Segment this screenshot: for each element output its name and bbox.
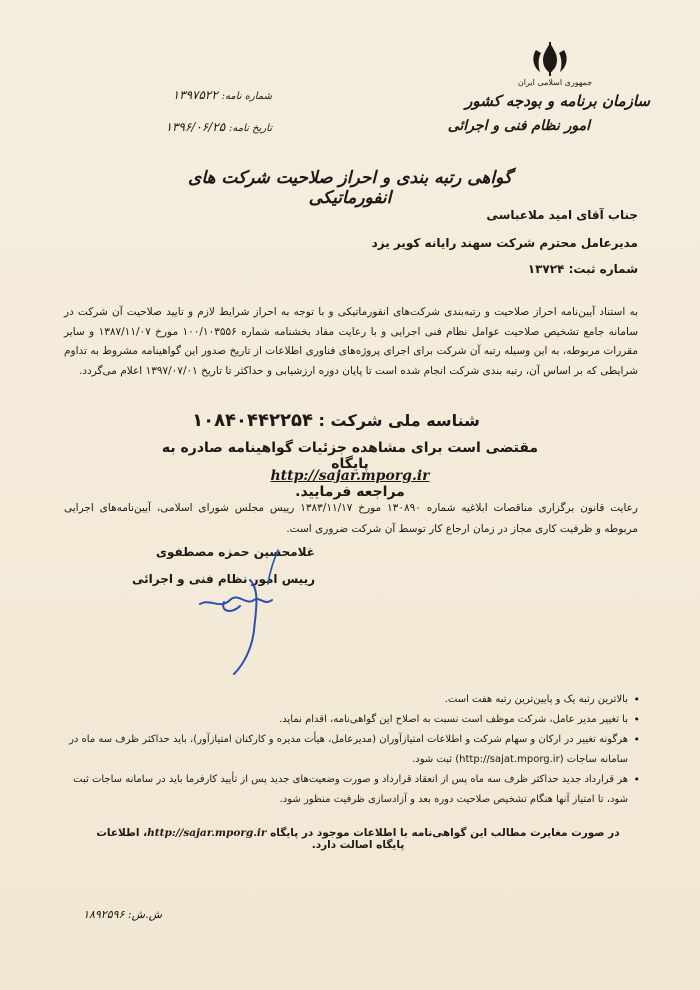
national-id-value: ۱۰۸۴۰۴۴۲۲۵۴ — [192, 410, 313, 431]
notes-list — [56, 690, 640, 810]
national-id-label: شناسه ملی شرکت : — [318, 411, 480, 430]
details-instruction-2 — [250, 468, 450, 500]
footer-note-text-2: ، اطلاعات پایگاه اصالت دارد. — [96, 827, 405, 851]
signatory-name: غلامحسین حمزه مصطفوی — [156, 545, 315, 559]
letter-number-value: ۱۳۹۷۵۲۲ — [172, 88, 218, 102]
org-department: امور نظام فنی و اجرائی — [447, 118, 590, 134]
details-refer-text: مراجعه فرمایید. — [295, 484, 405, 500]
registration-label: شماره ثبت: — [568, 262, 638, 276]
note-item: • هر قرارداد جدید حداکثر ظرف سه ماه پس از انعقاد قرارداد و صورت وضعیت‌های جدید پس از تأیید کارفرما باید در سامانه ساجات ثبت شود، تا امتیاز آنها هنگام تشخیص صلاحیت دوره بعد و آزادسازی ظرفیت منظور شود. — [56, 770, 640, 810]
certificate-title: گواهی رتبه بندی و احراز صلاحیت شرکت های انفورماتیکی — [188, 168, 512, 208]
iran-emblem-icon — [528, 40, 572, 78]
handwritten-signature — [190, 540, 310, 680]
sajar-link[interactable]: http://sajar.mporg.ir — [270, 468, 430, 484]
addressee-position: مدیرعامل محترم شرکت سهند رایانه کویر یزد — [371, 236, 638, 250]
observance-paragraph: رعایت قانون برگزاری مناقصات ابلاغیه شماره ۱۳۰۸۹۰ مورخ ۱۳۸۳/۱۱/۱۷ رییس مجلس شورای اسلامی، آیین‌نامه‌های اجرایی مربوطه و ظرفیت کاری مجاز در زمان ارجاع کار توسط آن شرکت ضروری است. — [64, 502, 638, 535]
registration-number — [218, 262, 638, 276]
letter-date-value: ۱۳۹۶/۰۶/۲۵ — [165, 120, 226, 134]
letter-number — [92, 88, 272, 102]
org-country-label: جمهوری اسلامی ایران — [517, 78, 593, 87]
footer-note-text: در صورت مغایرت مطالب این گواهی‌نامه با اطلاعات موجود در پایگاه — [270, 827, 620, 839]
footer-sajar-link[interactable]: http://sajar.mporg.ir — [147, 827, 267, 839]
details-instruction: مقتضی است برای مشاهده جزئیات گواهینامه صادره به پایگاه — [161, 440, 539, 472]
body-paragraph: به استناد آیین‌نامه احراز صلاحیت و رتبه‌بندی شرکت‌های انفورماتیکی و با توجه به احراز شرایط لازم و تایید صلاحیت آن شرکت در سامانه جامع تشخیص صلاحیت عوامل نظام فنی اجرایی و با رعایت مفاد بخشنامه شماره ۱۰۰/۱۰۳۵۵۶ مورخ ۱۳۸۷/۱۱/۰۷ و سایر مقررات مربوطه، به این وسیله رتبه آن شرکت برای اجرای پروژه‌های فناوری اطلاعات از تاریخ صدور این گواهینامه مشروط به تداوم شرایطی که بر اساس آن، رتبه بندی شرکت انجام شده است تا پایان دوره ارزشیابی و حداکثر تا تاریخ ۱۳۹۷/۰۷/۰۱ اعلام می‌گردد. — [64, 306, 638, 377]
letter-date — [86, 120, 272, 134]
note-item: • با تغییر مدیر عامل، شرکت موظف است نسبت به اصلاح این گواهی‌نامه، اقدام نماید. — [56, 710, 640, 730]
footer-note — [90, 827, 626, 851]
national-id — [176, 410, 496, 431]
letter-number-label: شماره نامه: — [221, 91, 272, 102]
note-item: • بالاترین رتبه یک و پایین‌ترین رتبه هفت است. — [56, 690, 640, 710]
org-name: سازمان برنامه و بودجه کشور — [465, 92, 650, 110]
letter-date-label: تاریخ نامه: — [229, 123, 272, 134]
note-item: • هرگونه تغییر در ارکان و سهام شرکت و اطلاعات امتیازآوران (مدیرعامل، هیأت مدیره و کارکنان امتیازآور)، باید حداکثر ظرف سه ماه در سامانه ساجات (http://sajat.mporg.ir) ثبت شود. — [56, 730, 640, 770]
serial-number: ش.ش: ۱۸۹۲۵۹۶ — [83, 908, 162, 921]
addressee-name: جناب آقای امید ملاعباسی — [486, 208, 638, 222]
signatory-title: رییس امور نظام فنی و اجرائی — [132, 572, 315, 586]
registration-value: ۱۳۷۲۴ — [527, 262, 565, 276]
